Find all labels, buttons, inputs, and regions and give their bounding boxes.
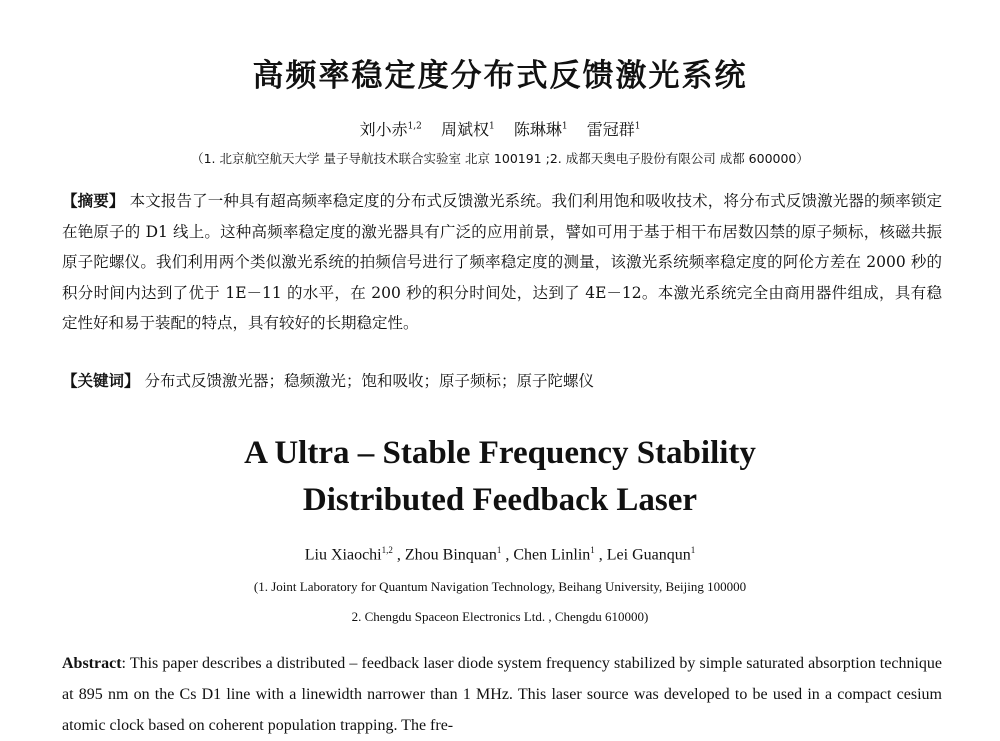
author-name: 刘小赤 — [359, 120, 408, 139]
author-affil-sup: 1 — [690, 545, 696, 555]
author-name: 周斌权 — [441, 120, 490, 139]
keywords-text: 分布式反馈激光器；稳频激光；饱和吸收；原子频标；原子陀螺仪 — [144, 372, 594, 390]
english-affiliation-2: 2. Chengdu Spaceon Electronics Ltd. , Chengdu 610000) — [351, 609, 649, 624]
english-authors — [0, 545, 1000, 564]
author-affil-sup: 1 — [590, 545, 595, 555]
english-title-line: A Ultra – Stable Frequency Stability — [244, 435, 756, 471]
keywords-label: 【关键词】 — [62, 372, 140, 390]
author-name: 雷冠群 — [586, 120, 635, 139]
author-separator: , — [501, 546, 514, 564]
author-affil-sup: 1 — [634, 121, 641, 132]
chinese-title: 高频率稳定度分布式反馈激光系统 — [252, 58, 748, 94]
author-name: Liu Xiaochi — [304, 546, 382, 564]
author-separator: , — [594, 546, 607, 564]
chinese-abstract — [62, 186, 942, 339]
author-affil-sup: 1 — [561, 121, 568, 132]
author-separator: , — [392, 546, 405, 564]
english-affiliation-1: (1. Joint Laboratory for Quantum Navigation Technology, Beihang University, Beijing 100000 — [253, 579, 747, 594]
abstract-label: 【摘要】 — [62, 192, 125, 210]
author-affil-sup: 1 — [489, 121, 495, 132]
author-affil-sup: 1,2 — [381, 545, 393, 555]
abstract-text: : This paper describes a distributed – feedback laser diode system frequency stabilized by simple saturated absorption technique at 895 nm on the Cs D1 line with a linewidth narrower than 1 MHz. This laser source was developed to be used in a compact cesium atomic clock based on coherent population trapping. The fre- — [62, 655, 942, 734]
english-title-line: Distributed Feedback Laser — [302, 482, 698, 518]
english-abstract — [62, 648, 942, 741]
abstract-label: Abstract — [62, 655, 122, 672]
chinese-keywords — [62, 369, 942, 391]
chinese-authors — [0, 117, 1000, 140]
author-name: 陈琳琳 — [513, 120, 562, 139]
author-affil-sup: 1,2 — [407, 121, 422, 132]
abstract-text: 本文报告了一种具有超高频率稳定度的分布式反馈激光系统。我们利用饱和吸收技术，将分布式反馈激光器的频率锁定在铯原子的 D1 线上。这种高频率稳定度的激光器具有广泛的应用前景，譬如可用于基于相干布居数囚禁的原子频标，核磁共振原子陀螺仪。我们利用两个类似激光系统的拍频信号进行了频率稳定度的测量，该激光系统频率稳定度的阿伦方差在 2000 秒的积分时间内达到了优于 1E－11 的水平，在 200 秒的积分时间处，达到了 4E－12。本激光系统完全由商用器件组成，具有稳定性好和易于装配的特点，具有较好的长期稳定性。 — [62, 192, 942, 332]
chinese-affiliation: （1. 北京航空航天大学 量子导航技术联合实验室 北京 100191 ;2. 成都天奥电子股份有限公司 成都 600000） — [191, 151, 809, 166]
english-title — [0, 430, 1000, 524]
author-affil-sup: 1 — [496, 545, 502, 555]
author-name: Lei Guanqun — [606, 546, 691, 564]
author-name: Chen Linlin — [513, 546, 591, 564]
author-name: Zhou Binquan — [404, 546, 497, 564]
